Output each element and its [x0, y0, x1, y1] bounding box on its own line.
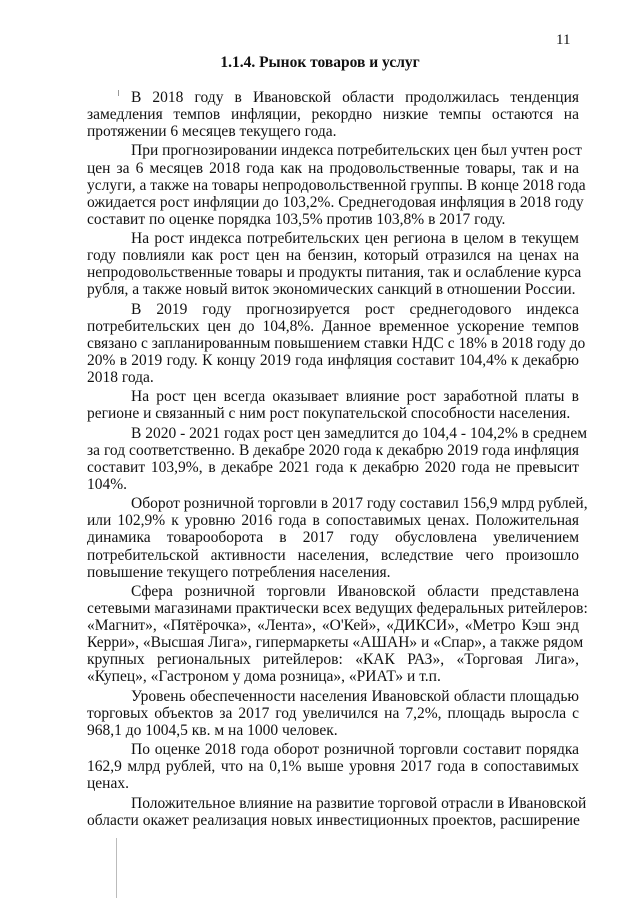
- text-line: потребительской активности населения, вследствие чего произошло: [87, 546, 579, 564]
- text-line: ожидается рост инфляции до 103,2%. Среднегодовая инфляция в 2018 году: [87, 193, 584, 211]
- text-line: Уровень обеспеченности населения Ивановской области площадью: [131, 687, 579, 705]
- text-line: сетевыми магазинами практически всех ведущих федеральных ритейлеров:: [87, 600, 588, 618]
- text-line: году повлияли как рост цен на бензин, который отразился на ценах на: [87, 247, 579, 265]
- text-line: На рост цен всегда оказывает влияние рост заработной платы в: [131, 388, 579, 406]
- scan-artifact: [118, 90, 119, 96]
- text-line: 20% в 2019 году. К концу 2019 года инфляция составит 104,4% к декабрю: [87, 351, 579, 369]
- text-line: замедления темпов инфляции, рекордно низкие темпы остаются на: [87, 106, 579, 124]
- text-line: повышение текущего потребления населения.: [87, 563, 391, 581]
- text-line: В 2018 году в Ивановской области продолжилась тенденция: [131, 89, 579, 106]
- text-line: области окажет реализация новых инвестиционных проектов, расширение: [87, 811, 580, 829]
- paragraph: [87, 794, 587, 829]
- text-line: «Магнит», «Пятёрочка», «Лента», «О'Кей», «ДИКСИ», «Метро Кэш энд: [87, 617, 579, 635]
- text-line: или 102,9% к уровню 2016 года в сопоставимых ценах. Положительная: [87, 512, 579, 530]
- text-line: крупных региональных ритейлеров: «КАК РАЗ», «Торговая Лига»,: [87, 651, 579, 669]
- paragraph: [87, 388, 579, 422]
- text-line: составит по оценке порядка 103,5% против 103,8% в 2017 году.: [87, 210, 506, 228]
- text-line: динамика товарооборота в 2017 году обусловлена увеличением: [87, 529, 579, 547]
- paragraph: [87, 741, 579, 792]
- text-line: непродовольственные товары и продукты питания, так и ослабление курса: [87, 264, 582, 282]
- text-line: Сфера розничной торговли Ивановской области представлена: [131, 582, 579, 600]
- text-line: 104%.: [87, 476, 128, 493]
- paragraph: [87, 582, 588, 686]
- page-number: 11: [556, 32, 571, 48]
- text-line: 162,9 млрд рублей, что на 0,1% выше уровня 2017 года в сопоставимых: [87, 758, 579, 776]
- text-line: рубля, а также новый виток экономических санкций в отношении России.: [87, 281, 576, 299]
- document-body: [87, 89, 588, 831]
- text-line: 2018 года.: [87, 369, 154, 387]
- text-line: торговых объектов за 2017 год увеличился на 7,2%, площадь выросла с: [87, 704, 579, 722]
- text-line: регионе и связанный с ним рост покупательской способности населения.: [87, 405, 571, 423]
- text-line: В 2020 - 2021 годах рост цен замедлится до 104,4 - 104,2% в среднем: [131, 424, 588, 442]
- paragraph: [87, 424, 588, 493]
- text-line: 968,1 до 1004,5 кв. м на 1000 человек.: [87, 721, 338, 739]
- paragraph: [87, 495, 588, 581]
- text-line: Положительное влияние на развитие торговой отрасли в Ивановской: [131, 794, 587, 812]
- paragraph: [87, 89, 579, 140]
- text-line: потребительских цен до 104,8%. Данное временное ускорение темпов: [87, 317, 579, 335]
- text-line: ценах.: [87, 775, 129, 793]
- text-line: за год соответственно. В декабре 2020 года к декабрю 2019 года инфляция: [87, 441, 579, 459]
- paragraph: [87, 142, 586, 228]
- text-line: составит 103,9%, в декабре 2021 года к декабрю 2020 года не превысит: [87, 458, 579, 476]
- scan-artifact: [116, 838, 117, 898]
- text-line: Оборот розничной торговли в 2017 году составил 156,9 млрд рублей,: [131, 495, 588, 513]
- paragraph: [87, 230, 582, 299]
- paragraph: [87, 300, 586, 387]
- paragraph: [87, 688, 579, 739]
- text-line: Керри», «Высшая Лига», гипермаркеты «АШАН» и «Спар», а также рядом: [87, 634, 584, 652]
- text-line: В 2019 году прогнозируется рост среднегодового индекса: [131, 300, 579, 318]
- text-line: цен за 6 месяцев 2018 года как на продовольственные товары, так и на: [87, 159, 579, 177]
- text-line: При прогнозировании индекса потребительских цен был учтен рост: [131, 142, 582, 160]
- text-line: услуги, а также на товары непродовольственной группы. В конце 2018 года: [87, 176, 586, 194]
- text-line: На рост индекса потребительских цен региона в целом в текущем: [131, 230, 579, 248]
- text-line: «Купец», «Гастроном у дома розница», «РИАТ» и т.п.: [87, 668, 441, 686]
- text-line: протяжении 6 месяцев текущего года.: [87, 123, 337, 141]
- text-line: По оценке 2018 года оборот розничной торговли составит порядка: [131, 741, 579, 759]
- text-line: связано с запланированным повышением ставки НДС с 18% в 2018 году до: [87, 334, 586, 352]
- section-title: 1.1.4. Рынок товаров и услуг: [220, 54, 420, 71]
